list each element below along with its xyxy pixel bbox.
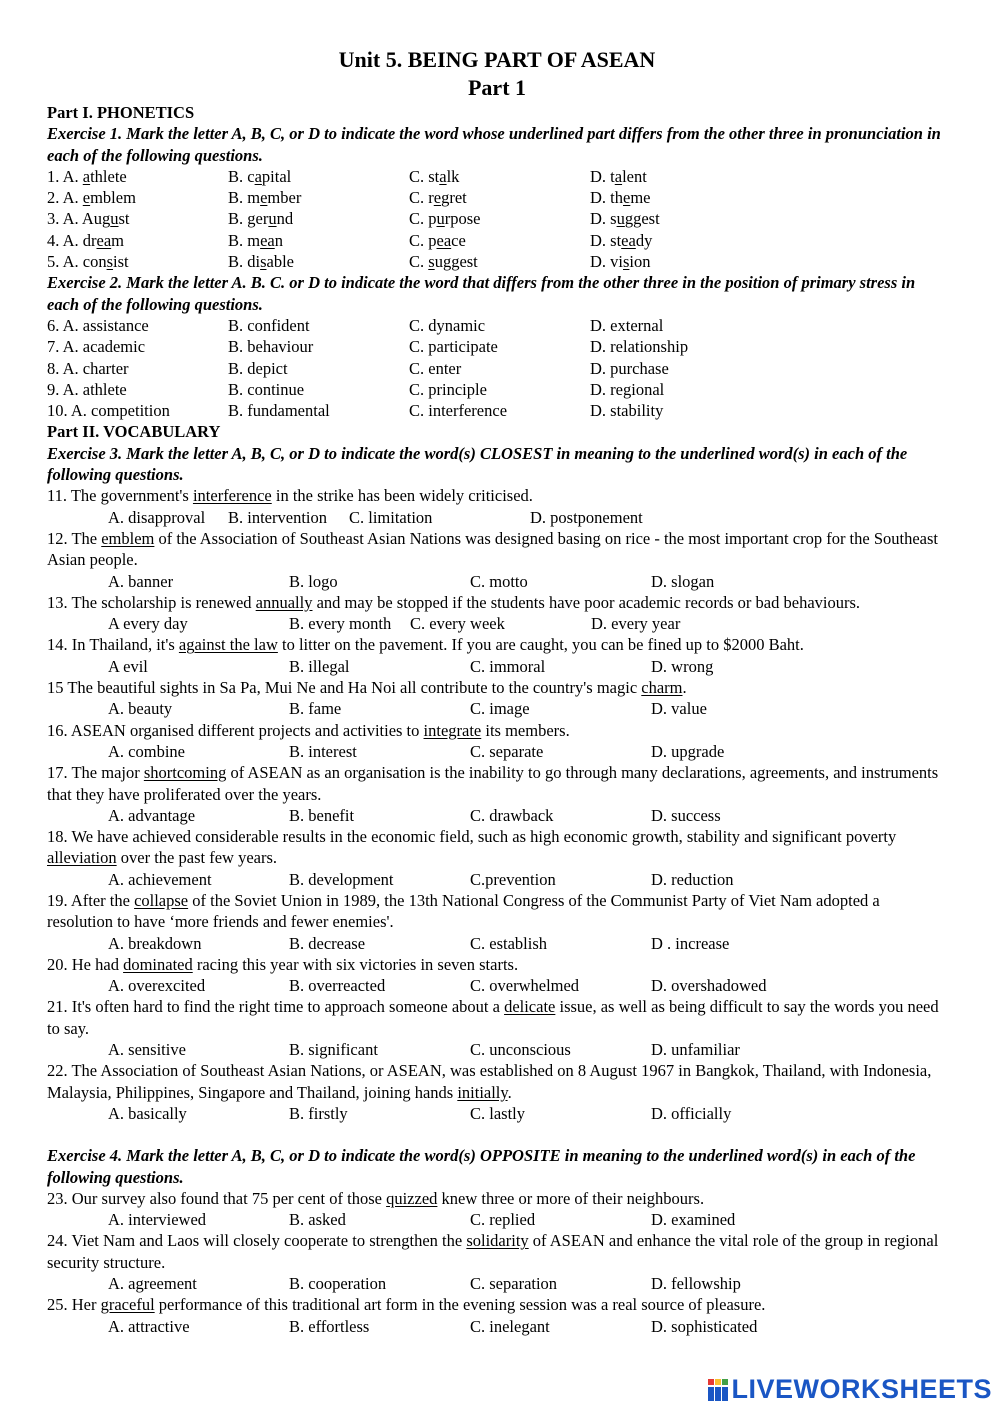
question-stem: 25. Her graceful performance of this traditional art form in the evening session was a real source of pleasure. xyxy=(47,1295,766,1315)
question-stem: 23. Our survey also found that 75 per cent of those quizzed knew three or more of their neighbours. xyxy=(47,1188,705,1208)
question-row: 10. A. competition B. fundamental C. interference D. stability xyxy=(47,401,664,421)
worksheet-page xyxy=(47,46,947,1337)
question-row: 6. A. assistance B. confident C. dynamic D. external xyxy=(47,315,664,335)
question-row: 9. A. athlete B. continue C. principle D. regional xyxy=(47,379,665,399)
answer-options: A every day B. every month C. every week D. every year xyxy=(108,614,681,634)
question-stem: 16. ASEAN organised different projects and activities to integrate its members. xyxy=(47,720,570,740)
question-row: 5. A. consist B. disable C. suggest D. vision xyxy=(47,252,651,272)
logo-icon xyxy=(707,1377,729,1403)
question-stem: 15 The beautiful sights in Sa Pa, Mui Ne and Ha Noi all contribute to the country's magic charm. xyxy=(47,678,687,698)
answer-options: A evil B. illegal C. immoral D. wrong xyxy=(108,656,714,676)
exercise-instruction: Exercise 2. Mark the letter A. B. C. or D to indicate the word that differs from the other three in the position of primary stress in each of the following questions. xyxy=(47,273,916,314)
question-row: 4. A. dream B. mean C. peace D. steady xyxy=(47,230,653,250)
question-stem: 12. The emblem of the Association of Southeast Asian Nations was designed basing on rice - the most important crop for the Southeast Asian people. xyxy=(47,528,939,570)
question-stem: 13. The scholarship is renewed annually and may be stopped if the students have poor academic records or bad behaviours. xyxy=(47,592,861,612)
liveworksheets-logo xyxy=(707,1374,992,1405)
answer-options: A. combine B. interest C. separate D. upgrade xyxy=(108,741,725,761)
answer-options: A. advantage B. benefit C. drawback D. success xyxy=(108,805,721,825)
answer-options: A. agreement B. cooperation C. separation D. fellowship xyxy=(108,1274,741,1294)
part-heading: Part II. VOCABULARY xyxy=(47,422,221,442)
question-stem: 17. The major shortcoming of ASEAN as an organisation is the inability to go through many declarations, agreements, and instruments that they have proliferated over the years. xyxy=(47,763,939,804)
question-stem: 21. It's often hard to find the right time to approach someone about a delicate issue, as well as being difficult to say the words you need to say. xyxy=(47,997,939,1038)
page-subtitle: Part 1 xyxy=(467,75,527,100)
answer-options: A. achievement B. development C.prevention D. reduction xyxy=(108,869,734,889)
question-stem: 11. The government's interference in the strike has been widely criticised. xyxy=(47,486,533,506)
answer-options: A. sensitive B. significant C. unconscious D. unfamiliar xyxy=(108,1040,740,1060)
page-title: Unit 5. BEING PART OF ASEAN xyxy=(338,47,656,72)
answer-options: A. disapproval B. intervention C. limitation D. postponement xyxy=(108,507,643,527)
question-row: 3. A. August B. gerund C. purpose D. suggest xyxy=(47,209,660,229)
question-stem: 19. After the collapse of the Soviet Union in 1989, the 13th National Congress of the Communist Party of Viet Nam adopted a resolution to have ‘more friends and fewer enemies'. xyxy=(47,890,880,932)
question-stem: 20. He had dominated racing this year with six victories in seven starts. xyxy=(47,954,519,974)
answer-options: A. breakdown B. decrease C. establish D . increase xyxy=(108,933,730,953)
question-stem: 24. Viet Nam and Laos will closely cooperate to strengthen the solidarity of ASEAN and enhance the vital role of the group in regional security structure. xyxy=(47,1231,939,1272)
question-stem: 18. We have achieved considerable results in the economic field, such as high economic growth, stability and significant poverty alleviation over the past few years. xyxy=(47,827,897,868)
question-row: 2. A. emblem B. member C. regret D. theme xyxy=(47,188,651,208)
question-stem: 14. In Thailand, it's against the law to litter on the pavement. If you are caught, you can be fined up to $2000 Baht. xyxy=(47,635,804,655)
exercise-instruction: Exercise 3. Mark the letter A, B, C, or D to indicate the word(s) CLOSEST in meaning to the underlined word(s) in each of the following questions. xyxy=(47,443,908,485)
answer-options: A. attractive B. effortless C. inelegant D. sophisticated xyxy=(108,1316,758,1336)
question-stem: 22. The Association of Southeast Asian Nations, or ASEAN, was established on 8 August 1967 in Bangkok, Thailand, with Indonesia, Malaysia, Philippines, Singapore and Thailand, joining hands initially. xyxy=(47,1061,932,1102)
logo-text: LIVEWORKSHEETS xyxy=(731,1374,992,1405)
part-heading: Part I. PHONETICS xyxy=(47,103,195,122)
answer-options: A. banner B. logo C. motto D. slogan xyxy=(108,571,715,591)
answer-options: A. overexcited B. overreacted C. overwhelmed D. overshadowed xyxy=(108,976,767,996)
question-row: 1. A. athlete B. capital C. stalk D. talent xyxy=(47,166,647,186)
answer-options: A. interviewed B. asked C. replied D. examined xyxy=(108,1210,736,1230)
answer-options: A. basically B. firstly C. lastly D. officially xyxy=(108,1103,732,1123)
question-row: 7. A. academic B. behaviour C. participate D. relationship xyxy=(47,337,689,357)
exercise-instruction: Exercise 1. Mark the letter A, B, C, or D to indicate the word whose underlined part differs from the other three in pronunciation in each of the following questions. xyxy=(47,124,941,165)
question-row: 8. A. charter B. depict C. enter D. purchase xyxy=(47,358,669,378)
exercise-instruction: Exercise 4. Mark the letter A, B, C, or D to indicate the word(s) OPPOSITE in meaning to the underlined word(s) in each of the following questions. xyxy=(47,1146,916,1187)
answer-options: A. beauty B. fame C. image D. value xyxy=(108,699,707,719)
